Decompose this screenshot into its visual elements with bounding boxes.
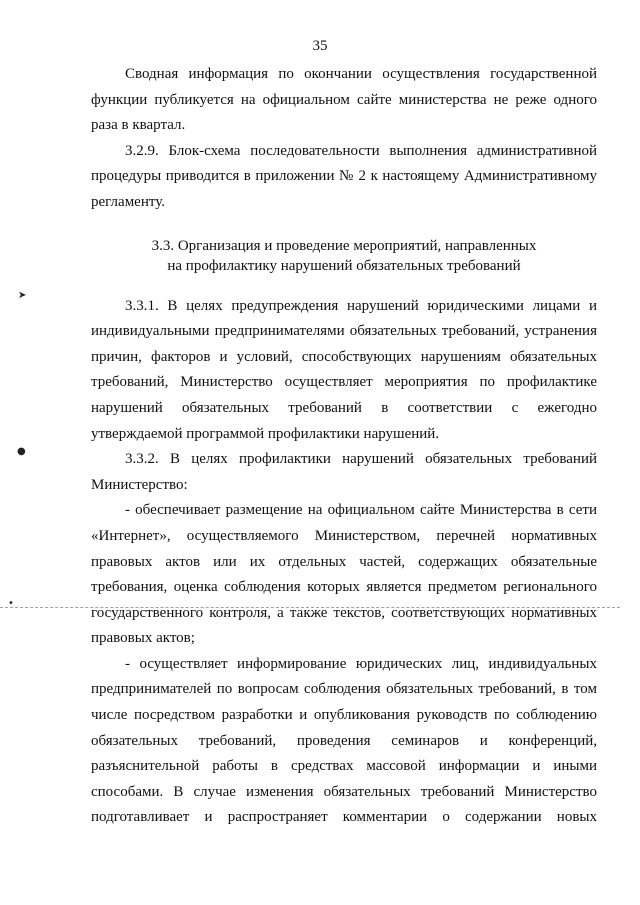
page-number: 35 bbox=[312, 38, 328, 54]
document-body bbox=[91, 62, 597, 831]
scan-artifact-line bbox=[0, 607, 620, 608]
paragraph-3-3-1: 3.3.1. В целях предупреждения нарушений юридическими лицами и индивидуальными предпринимателями обязательных требований, устранения причин, факторов и условий, способствующих нарушениям обязательных требований, Министерство осуществляет мероприятия по профилактике нарушений обязательных требований в соответствии с ежегодно утверждаемой программой профилактики нарушений. bbox=[91, 297, 597, 442]
paragraph-list-item-website: - обеспечивает размещение на официальном сайте Министерства в сети «Интернет», осуществляемого Министерством, перечней нормативных правовых актов или их отдельных частей, содержащих обязательные требования, оценка соблюдения которых является предметом регионального государственного контроля, а также текстов, соответствующих нормативных правовых актов; bbox=[91, 502, 597, 647]
paragraph-3-2-9: 3.2.9. Блок-схема последовательности выполнения административной процедуры приводится в приложении № 2 к настоящему Административному регламенту. bbox=[91, 142, 597, 210]
scan-mark-dot: ● bbox=[17, 446, 26, 457]
paragraph-3-3-2: 3.3.2. В целях профилактики нарушений обязательных требований Министерство: bbox=[91, 451, 597, 493]
paragraph-list-item-informing: - осуществляет информирование юридических лиц, индивидуальных предпринимателей по вопросам соблюдения обязательных требований, в том числе посредством разработки и опубликования руководств по соблюдению обязательных требований, проведения семинаров и конференций, разъяснительной работы в средствах массовой информации и иными способами. В случае изменения обязательных требований Министерство подготавливает и распространяет комментарии о содержании новых bbox=[91, 655, 597, 826]
section-heading-line-1: 3.3. Организация и проведение мероприятий, направленных bbox=[151, 237, 537, 254]
section-heading-3-3 bbox=[91, 236, 597, 276]
paragraph-summary-info: Сводная информация по окончании осуществления государственной функции публикуется на официальном сайте министерства не реже одного раза в квартал. bbox=[91, 66, 597, 134]
scan-mark-arrow: ➤ bbox=[18, 290, 27, 301]
scan-mark-dot-2: • bbox=[8, 598, 14, 609]
section-heading-line-2: на профилактику нарушений обязательных требований bbox=[167, 257, 521, 274]
